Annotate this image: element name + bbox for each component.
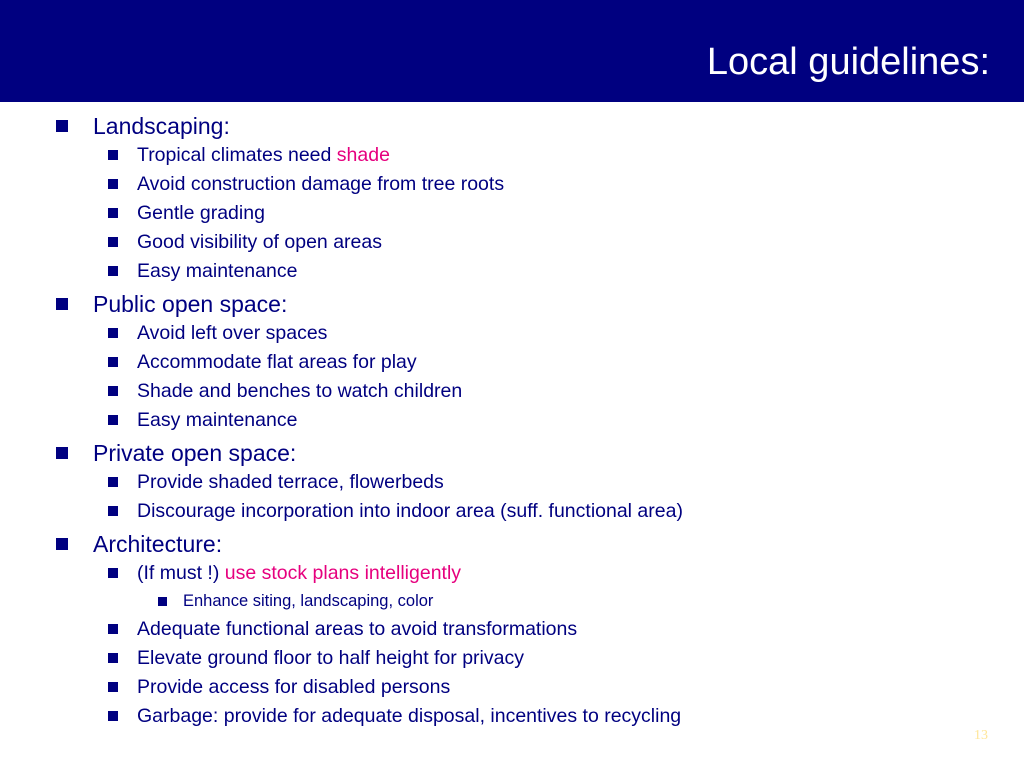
bullet-text: Provide access for disabled persons: [137, 676, 451, 698]
square-bullet-icon: [108, 568, 118, 578]
bullet-text: Shade and benches to watch children: [137, 380, 463, 402]
bullet-item-level-1: [93, 530, 222, 558]
square-bullet-icon: [108, 711, 118, 721]
square-bullet-icon: [56, 447, 68, 459]
bullet-text: Good visibility of open areas: [137, 231, 382, 253]
bullet-item-level-2: [137, 470, 444, 494]
bullet-text: (If must !): [137, 562, 225, 584]
bullet-text: Enhance siting, landscaping, color: [183, 592, 434, 610]
square-bullet-icon: [108, 208, 118, 218]
highlight-text: shade: [336, 144, 390, 166]
bullet-item-level-2: [137, 499, 683, 523]
bullet-text: Elevate ground floor to half height for privacy: [137, 647, 524, 669]
bullet-text: Public open space:: [93, 291, 288, 317]
square-bullet-icon: [56, 298, 68, 310]
bullet-text: Private open space:: [93, 440, 297, 466]
bullet-item-level-2: [137, 561, 461, 585]
square-bullet-icon: [108, 506, 118, 516]
bullet-item-level-2: [137, 321, 327, 345]
bullet-item-level-2: [137, 350, 417, 374]
bullet-item-level-2: [137, 172, 504, 196]
bullet-text: Landscaping:: [93, 113, 230, 139]
highlight-text: use stock plans intelligently: [224, 562, 462, 584]
bullet-item-level-2: [137, 408, 297, 432]
square-bullet-icon: [108, 653, 118, 663]
bullet-item-level-1: [93, 439, 296, 467]
bullet-text: Easy maintenance: [137, 409, 298, 431]
bullet-item-level-2: [137, 675, 450, 699]
bullet-text: Tropical climates need: [137, 144, 337, 166]
square-bullet-icon: [108, 357, 118, 367]
bullet-item-level-2: [137, 646, 524, 670]
square-bullet-icon: [108, 328, 118, 338]
bullet-item-level-2: [137, 259, 297, 283]
square-bullet-icon: [108, 150, 118, 160]
page-number: 13: [974, 728, 988, 743]
bullet-item-level-2: [137, 379, 462, 403]
square-bullet-icon: [108, 415, 118, 425]
square-bullet-icon: [158, 597, 167, 606]
bullet-text: Garbage: provide for adequate disposal, incentives to recycling: [137, 705, 682, 727]
bullet-text: Gentle grading: [137, 202, 265, 224]
bullet-text: Architecture:: [93, 531, 223, 557]
bullet-item-level-2: [137, 201, 265, 225]
bullet-item-level-2: [137, 230, 382, 254]
bullet-text: Provide shaded terrace, flowerbeds: [137, 471, 444, 493]
bullet-item-level-3: [183, 591, 433, 611]
square-bullet-icon: [56, 538, 68, 550]
square-bullet-icon: [108, 179, 118, 189]
square-bullet-icon: [108, 624, 118, 634]
square-bullet-icon: [108, 266, 118, 276]
square-bullet-icon: [108, 386, 118, 396]
bullet-text: Avoid left over spaces: [137, 322, 328, 344]
bullet-text: Avoid construction damage from tree roots: [137, 173, 505, 195]
bullet-text: Adequate functional areas to avoid transformations: [137, 618, 578, 640]
square-bullet-icon: [108, 237, 118, 247]
square-bullet-icon: [56, 120, 68, 132]
bullet-item-level-1: [93, 290, 287, 318]
bullet-text: Easy maintenance: [137, 260, 298, 282]
bullet-item-level-2: [137, 617, 577, 641]
square-bullet-icon: [108, 682, 118, 692]
square-bullet-icon: [108, 477, 118, 487]
bullet-text: Discourage incorporation into indoor area (suff. functional area): [137, 500, 683, 522]
slide-title: Local guidelines:: [706, 41, 990, 83]
bullet-item-level-2: [137, 704, 681, 728]
bullet-text: Accommodate flat areas for play: [137, 351, 417, 373]
bullet-item-level-1: [93, 112, 230, 140]
bullet-item-level-2: [137, 143, 390, 167]
